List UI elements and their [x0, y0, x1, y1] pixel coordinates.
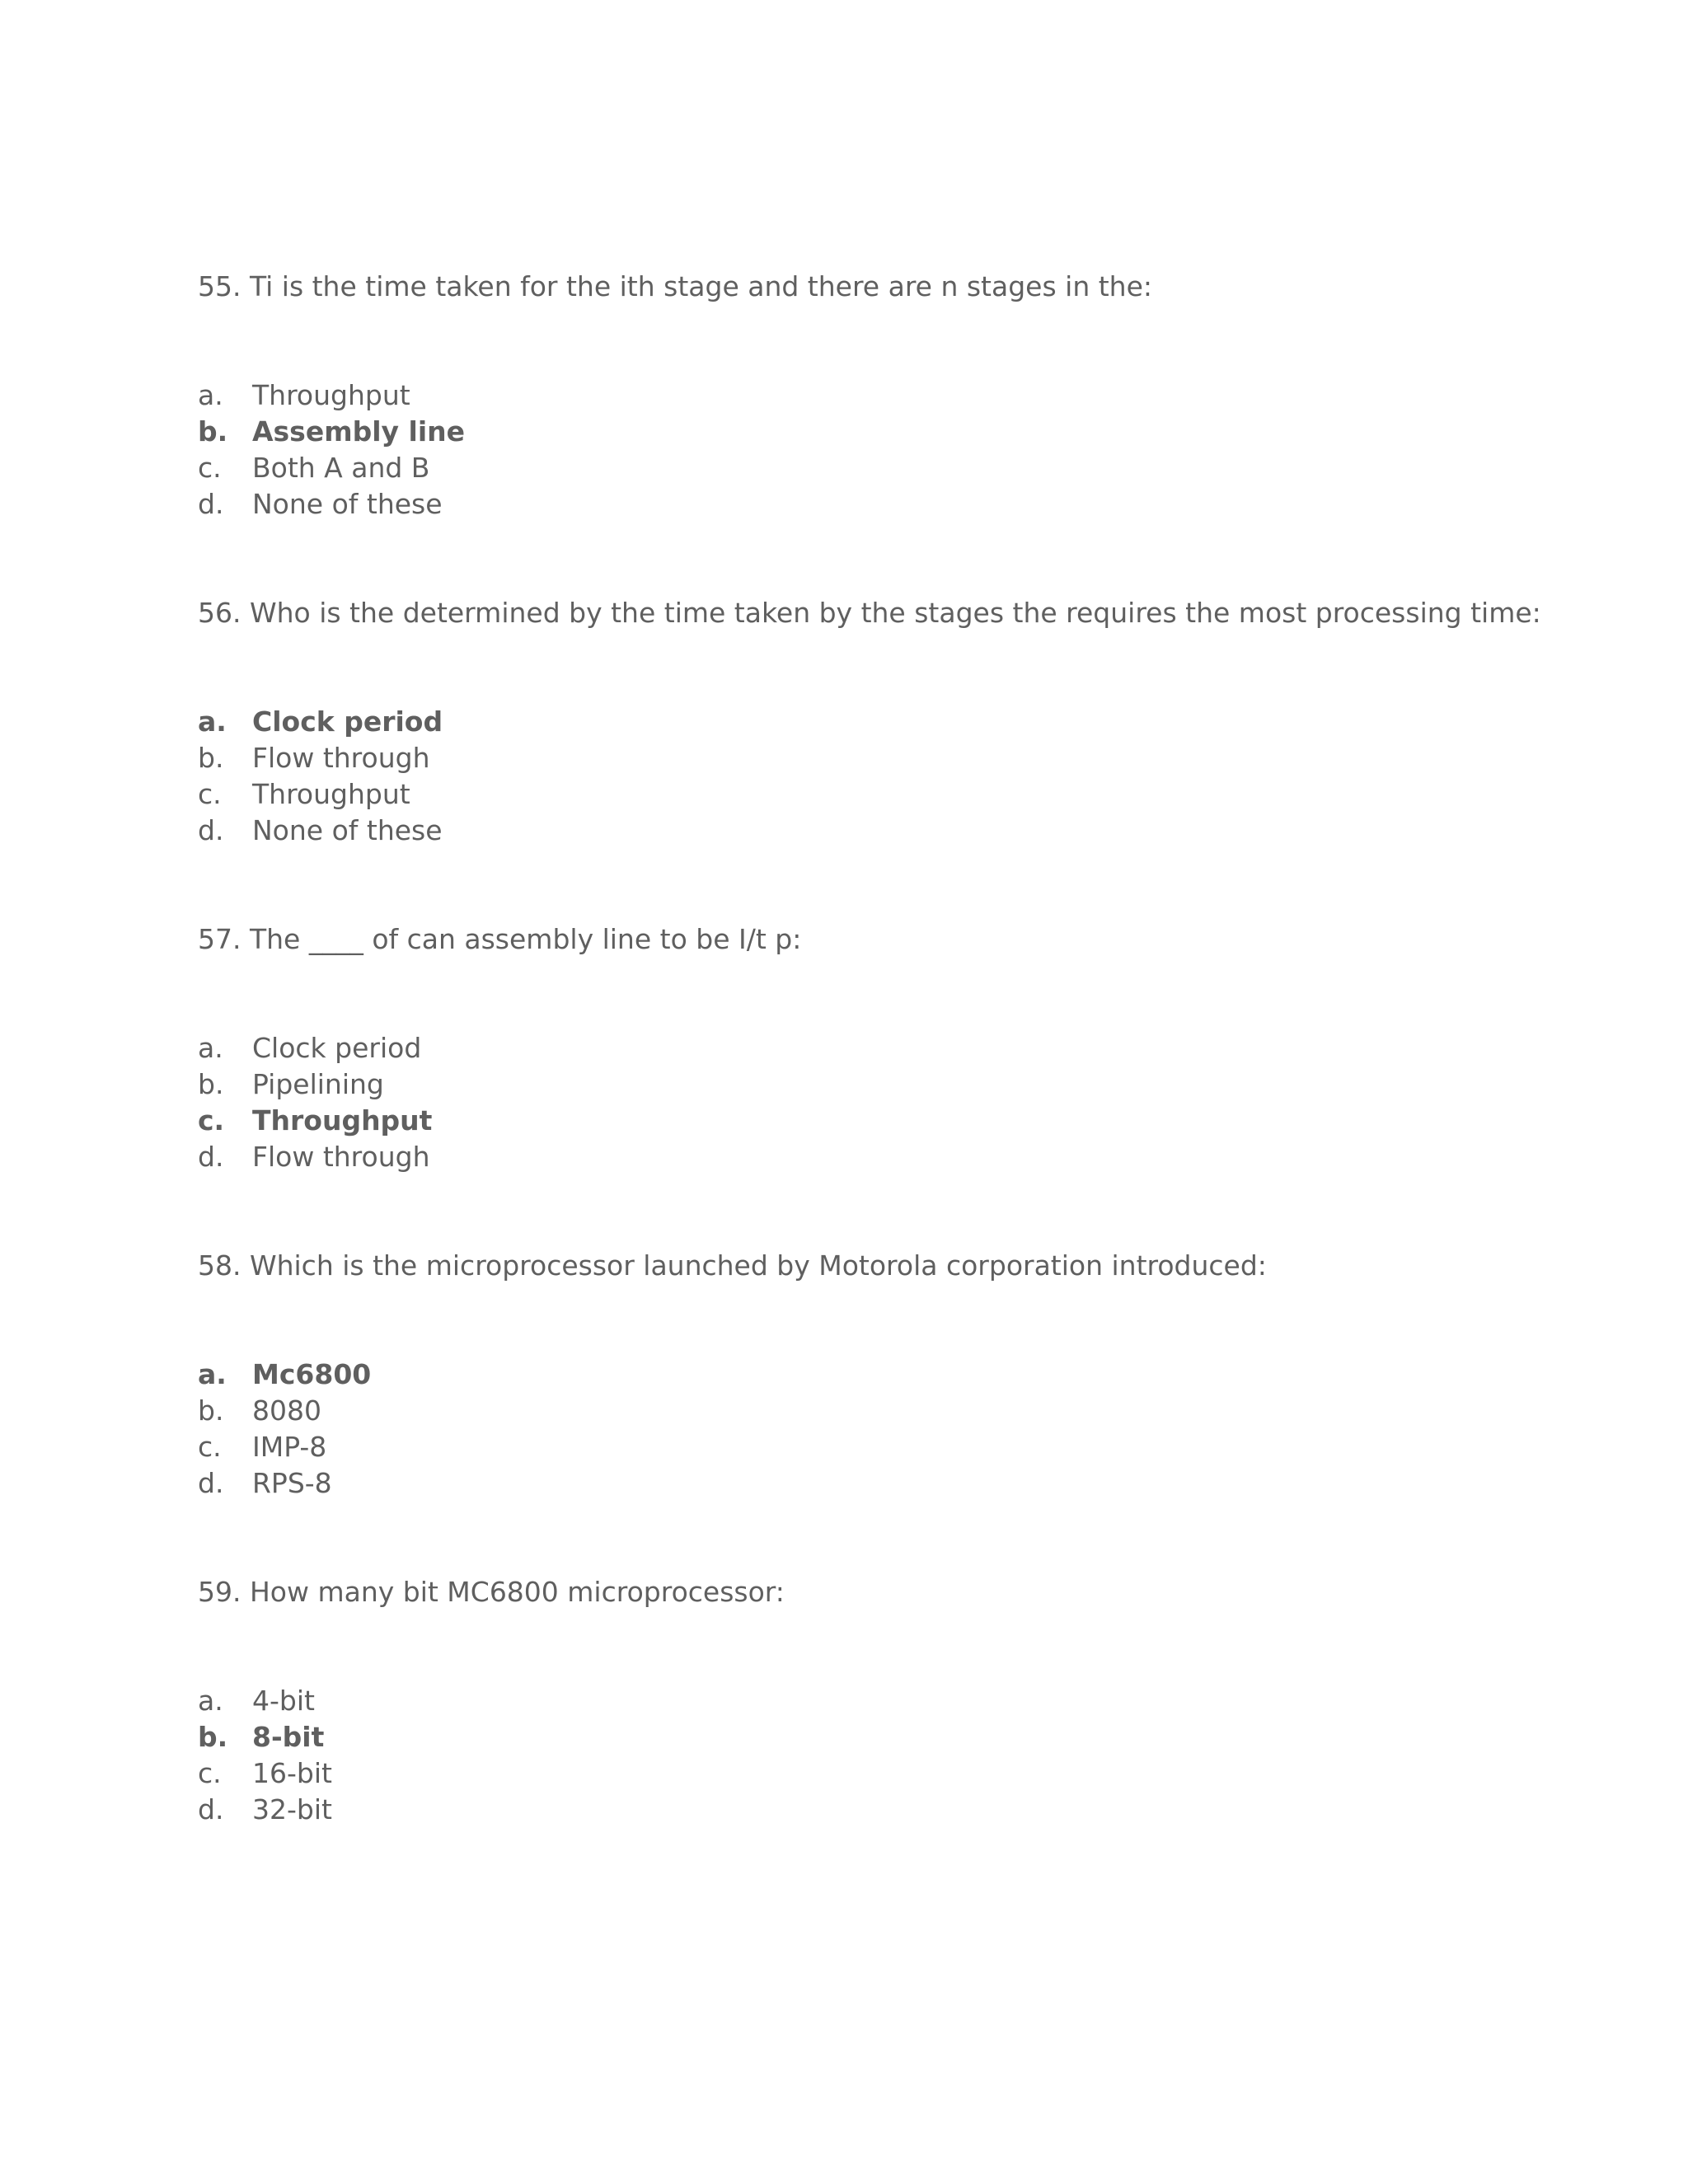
option-list — [198, 704, 1599, 849]
option-text: IMP-8 — [252, 1431, 327, 1463]
option-text: None of these — [252, 814, 443, 846]
option-list — [198, 1030, 1599, 1175]
option-list — [198, 377, 1599, 523]
option-letter: b. — [198, 1394, 224, 1427]
option-letter: b. — [198, 742, 224, 774]
option-letter: a. — [198, 705, 227, 738]
option-text: RPS-8 — [252, 1467, 332, 1499]
option-c — [198, 776, 1599, 813]
option-letter: d. — [198, 488, 224, 520]
question-text: 55. Ti is the time taken for the ith stage and there are n stages in the: — [198, 270, 1152, 302]
option-letter: b. — [198, 415, 228, 448]
option-c — [198, 450, 1599, 486]
question-text: 58. Which is the microprocessor launched by Motorola corporation introduced: — [198, 1249, 1267, 1282]
option-text: Flow through — [252, 742, 430, 774]
option-letter: c. — [198, 1757, 222, 1789]
option-letter: b. — [198, 1721, 228, 1753]
option-text: Mc6800 — [252, 1358, 372, 1390]
option-letter: d. — [198, 1467, 224, 1499]
option-letter: d. — [198, 1141, 224, 1173]
question-58 — [198, 1248, 1599, 1502]
option-text: 16-bit — [252, 1757, 332, 1789]
option-b-correct — [198, 414, 1599, 450]
option-letter: c. — [198, 452, 222, 484]
option-text: Throughput — [252, 379, 410, 411]
option-d — [198, 1792, 1599, 1828]
question-text: 56. Who is the determined by the time taken by the stages the requires the most processing time: — [198, 597, 1541, 629]
option-letter: d. — [198, 1793, 224, 1825]
option-text: Throughput — [252, 1104, 433, 1137]
question-text: 59. How many bit MC6800 microprocessor: — [198, 1576, 785, 1608]
option-b-correct — [198, 1719, 1599, 1755]
option-d — [198, 486, 1599, 523]
option-b — [198, 1393, 1599, 1429]
question-text: 57. The ____ of can assembly line to be I/t p: — [198, 923, 802, 955]
option-text: Clock period — [252, 705, 443, 738]
option-letter: b. — [198, 1068, 224, 1100]
option-text: Both A and B — [252, 452, 430, 484]
option-d — [198, 1465, 1599, 1502]
option-c-correct — [198, 1103, 1599, 1139]
option-c — [198, 1429, 1599, 1465]
option-c — [198, 1755, 1599, 1792]
question-55 — [198, 269, 1599, 523]
option-letter: a. — [198, 1358, 227, 1390]
option-text: Throughput — [252, 778, 410, 810]
option-text: Clock period — [252, 1032, 422, 1064]
option-text: 32-bit — [252, 1793, 332, 1825]
option-text: 4-bit — [252, 1685, 315, 1717]
option-letter: c. — [198, 1104, 225, 1137]
option-d — [198, 1139, 1599, 1175]
question-59 — [198, 1574, 1599, 1828]
option-letter: c. — [198, 1431, 222, 1463]
option-text: Flow through — [252, 1141, 430, 1173]
option-list — [198, 1357, 1599, 1502]
option-letter: a. — [198, 1685, 223, 1717]
option-a — [198, 1030, 1599, 1066]
option-a-correct — [198, 704, 1599, 740]
option-text: 8-bit — [252, 1721, 325, 1753]
option-list — [198, 1683, 1599, 1828]
option-a — [198, 377, 1599, 414]
option-d — [198, 813, 1599, 849]
question-57 — [198, 921, 1599, 1175]
option-b — [198, 1066, 1599, 1103]
option-b — [198, 740, 1599, 776]
option-text: 8080 — [252, 1394, 321, 1427]
option-text: None of these — [252, 488, 443, 520]
option-text: Assembly line — [252, 415, 466, 448]
option-letter: c. — [198, 778, 222, 810]
option-text: Pipelining — [252, 1068, 384, 1100]
option-a — [198, 1683, 1599, 1719]
option-letter: a. — [198, 1032, 223, 1064]
option-a-correct — [198, 1357, 1599, 1393]
option-letter: d. — [198, 814, 224, 846]
option-letter: a. — [198, 379, 223, 411]
question-56 — [198, 595, 1599, 849]
